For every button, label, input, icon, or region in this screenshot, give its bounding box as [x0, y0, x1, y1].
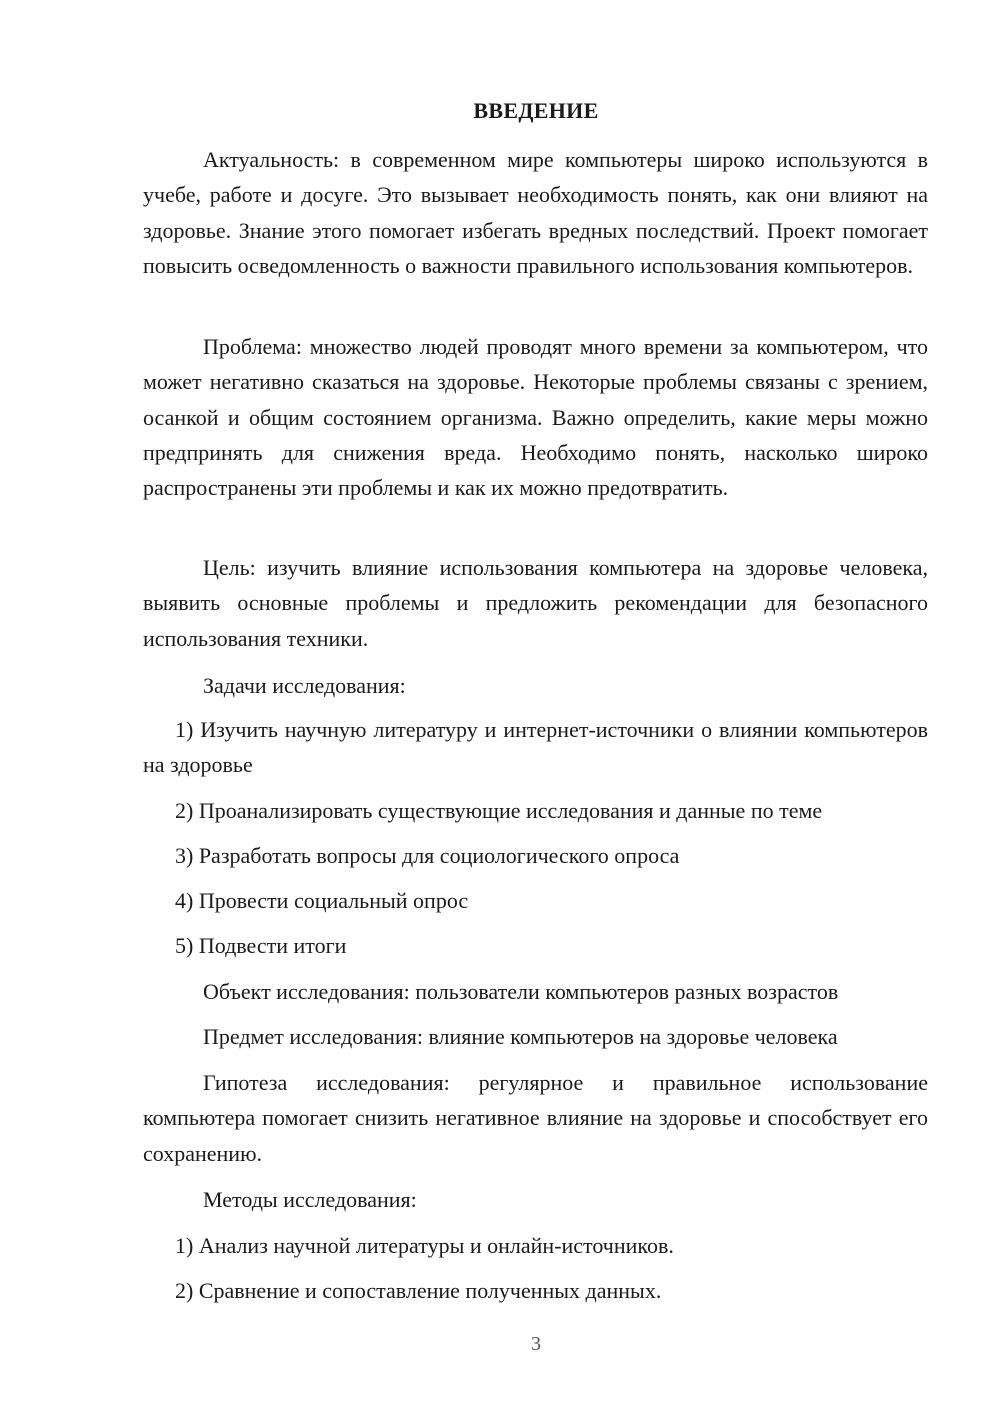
task-item-2: 2) Проанализировать существующие исследования и данные по теме — [175, 798, 823, 823]
page-title: ВВЕДЕНИЕ — [473, 98, 599, 123]
hypothesis-paragraph: Гипотеза исследования: регулярное и правильное использование компьютера помогает снизить негативное влияние на здоровье и способствует его сохранению. — [143, 1070, 928, 1166]
goal-paragraph: Цель: изучить влияние использования компьютера на здоровье человека, выявить основные проблемы и предложить рекомендации для безопасного использования техники. — [143, 555, 928, 651]
task-item-3: 3) Разработать вопросы для социологического опроса — [175, 843, 680, 868]
task-item-1: 1) Изучить научную литературу и интернет-источники о влиянии компьютеров на здоровье — [143, 717, 928, 778]
method-item-2: 2) Сравнение и сопоставление полученных данных. — [175, 1278, 662, 1303]
problem-paragraph: Проблема: множество людей проводят много времени за компьютером, что может негативно сказаться на здоровье. Некоторые проблемы связаны с зрением, осанкой и общим состоянием организма. Важно определить, какие меры можно предпринять для снижения вреда. Необходимо понять, насколько широко распространены эти проблемы и как их можно предотвратить. — [143, 334, 928, 501]
tasks-heading: Задачи исследования: — [203, 673, 406, 698]
methods-heading: Методы исследования: — [203, 1187, 417, 1212]
relevance-paragraph: Актуальность: в современном мире компьютеры широко используются в учебе, работе и досуге. Это вызывает необходимость понять, как они влияют на здоровье. Знание этого помогает избегать вредных последствий. Проект помогает повысить осведомленность о важности правильного использования компьютеров. — [143, 147, 928, 278]
research-object: Объект исследования: пользователи компьютеров разных возрастов — [203, 979, 839, 1004]
task-item-4: 4) Провести социальный опрос — [175, 888, 469, 913]
page-number: 3 — [531, 1333, 541, 1355]
research-subject: Предмет исследования: влияние компьютеров на здоровье человека — [203, 1024, 838, 1049]
method-item-1: 1) Анализ научной литературы и онлайн-источников. — [175, 1233, 674, 1258]
task-item-5: 5) Подвести итоги — [175, 933, 347, 958]
